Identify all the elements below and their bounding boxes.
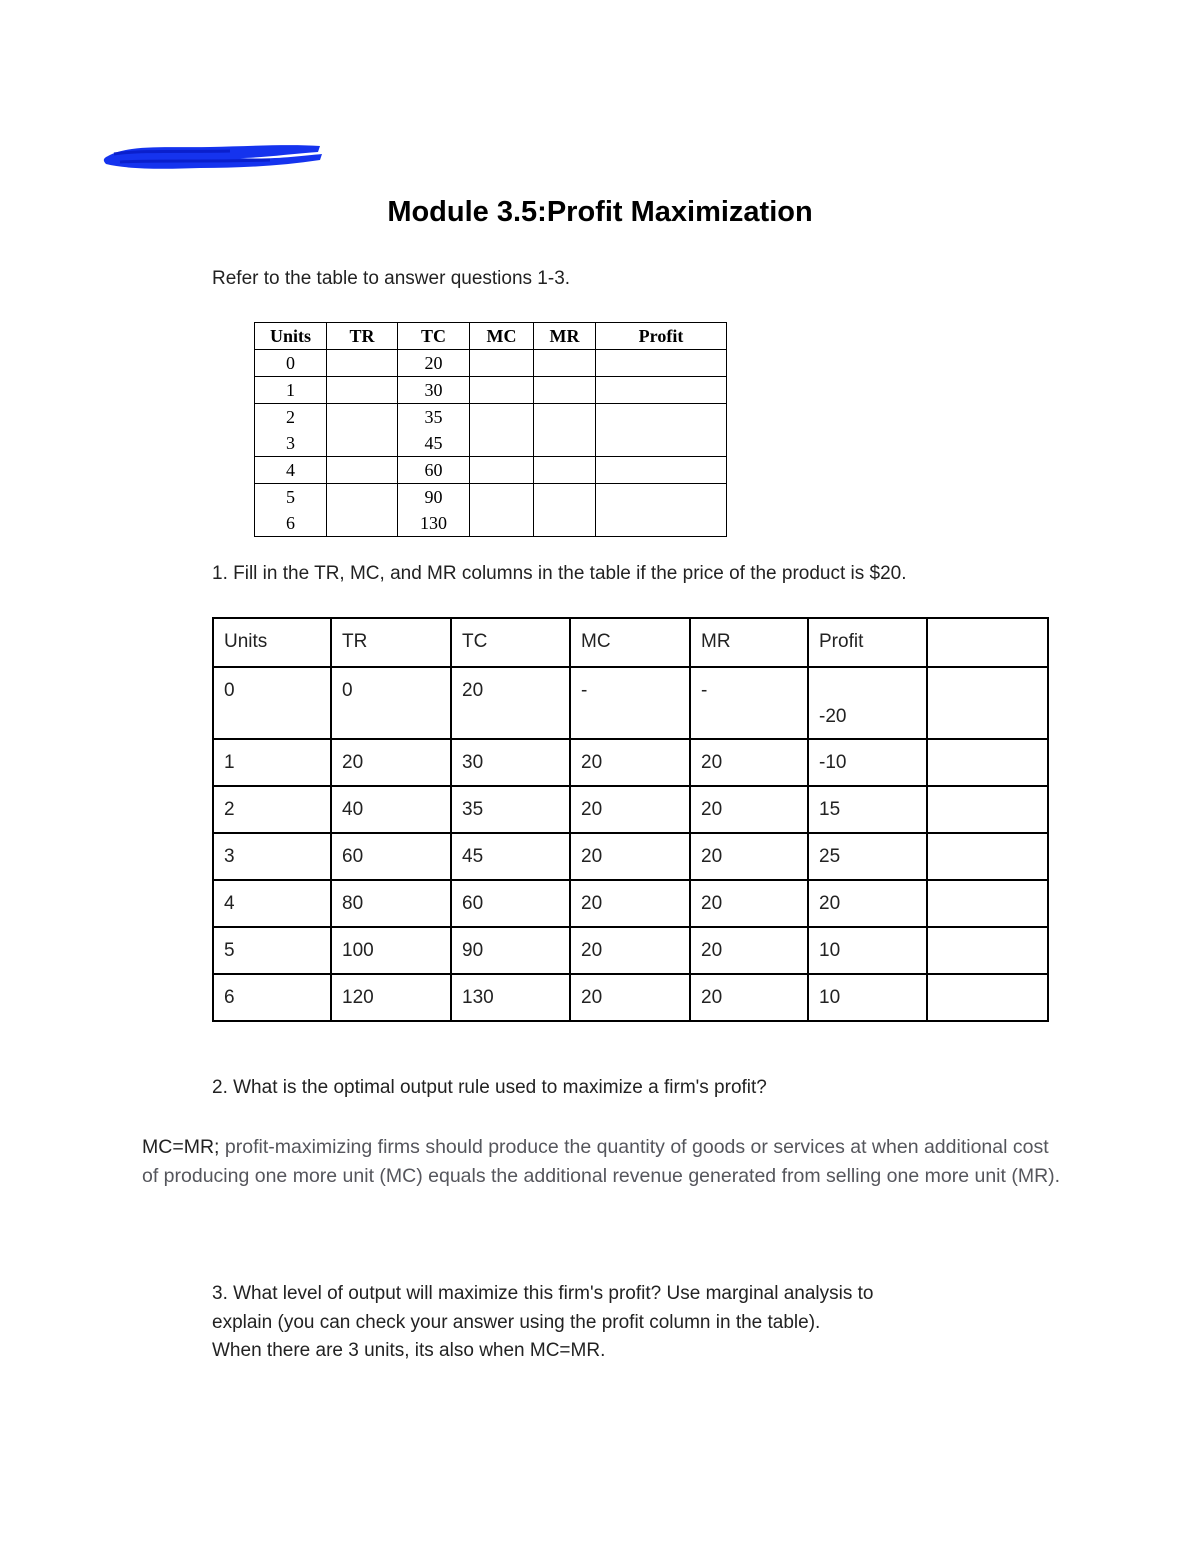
- table-cell: 60: [398, 457, 470, 484]
- table-cell: 0: [213, 667, 331, 739]
- table-cell: 25: [808, 833, 927, 880]
- table-cell: [327, 484, 398, 511]
- table-cell: 20: [570, 880, 690, 927]
- table-cell: 4: [255, 457, 327, 484]
- table-cell: [534, 484, 596, 511]
- table-cell: 15: [808, 786, 927, 833]
- table-cell: 30: [451, 739, 570, 786]
- header-cell: MC: [570, 618, 690, 667]
- table-cell: 2: [255, 404, 327, 431]
- table-cell: [534, 377, 596, 404]
- table-cell: [927, 880, 1048, 927]
- question-1: 1. Fill in the TR, MC, and MR columns in the table if the price of the product is $20.: [212, 563, 907, 584]
- table-cell: 20: [690, 927, 808, 974]
- table-row: [213, 667, 1048, 739]
- table-cell: 20: [570, 833, 690, 880]
- table-cell: [596, 430, 727, 457]
- table-row: [213, 786, 1048, 833]
- table-cell: 10: [808, 974, 927, 1021]
- table-cell: 20: [570, 927, 690, 974]
- table-cell: 80: [331, 880, 451, 927]
- table-cell: [596, 404, 727, 431]
- table-cell: [470, 457, 534, 484]
- table-cell: -10: [808, 739, 927, 786]
- table-cell: 20: [690, 880, 808, 927]
- table-cell: 3: [213, 833, 331, 880]
- header-cell: MR: [690, 618, 808, 667]
- question-3-line-2: explain (you can check your answer using the profit column in the table).: [212, 1311, 821, 1333]
- header-cell: TR: [331, 618, 451, 667]
- table-cell: 90: [398, 484, 470, 511]
- table-cell: [470, 510, 534, 537]
- table-cell: 1: [255, 377, 327, 404]
- table-cell: [327, 457, 398, 484]
- table-cell: 100: [331, 927, 451, 974]
- table-cell: -20: [808, 667, 927, 739]
- table-cell: [534, 350, 596, 377]
- table-row: [255, 430, 727, 457]
- question-3: [212, 1280, 1032, 1366]
- redaction-scribble: [100, 138, 326, 174]
- table-cell: -: [570, 667, 690, 739]
- table-cell: 3: [255, 430, 327, 457]
- table-cell: 5: [255, 484, 327, 511]
- table-row: [255, 510, 727, 537]
- answer-2-lead: MC=MR;: [142, 1136, 220, 1158]
- table-row: [213, 739, 1048, 786]
- table-cell: [470, 404, 534, 431]
- table-row: [255, 350, 727, 377]
- table-cell: 130: [398, 510, 470, 537]
- table-cell: 20: [808, 880, 927, 927]
- header-cell: TR: [327, 323, 398, 350]
- header-cell: MR: [534, 323, 596, 350]
- table-cell: [327, 350, 398, 377]
- table-cell: [927, 786, 1048, 833]
- header-cell: [927, 618, 1048, 667]
- table-cell: 6: [255, 510, 327, 537]
- table-cell: 10: [808, 927, 927, 974]
- table-cell: [534, 457, 596, 484]
- original-table: [254, 322, 727, 537]
- table-cell: 20: [331, 739, 451, 786]
- table-cell: 20: [570, 739, 690, 786]
- table-cell: 35: [398, 404, 470, 431]
- table-row: [213, 833, 1048, 880]
- table-cell: 130: [451, 974, 570, 1021]
- table-cell: 5: [213, 927, 331, 974]
- table-header-row: [213, 618, 1048, 667]
- table-cell: [470, 484, 534, 511]
- table-cell: 120: [331, 974, 451, 1021]
- table-cell: [327, 510, 398, 537]
- table-row: [213, 927, 1048, 974]
- table-cell: [470, 430, 534, 457]
- table-cell: 35: [451, 786, 570, 833]
- header-cell: Profit: [808, 618, 927, 667]
- table-cell: [470, 350, 534, 377]
- table-cell: [596, 377, 727, 404]
- table-cell: [927, 833, 1048, 880]
- table-row: [255, 404, 727, 431]
- table-row: [213, 880, 1048, 927]
- table-cell: [927, 927, 1048, 974]
- table-cell: 90: [451, 927, 570, 974]
- table-cell: 20: [690, 833, 808, 880]
- table-cell: 1: [213, 739, 331, 786]
- table-cell: 20: [690, 974, 808, 1021]
- table-row: [255, 457, 727, 484]
- header-cell: TC: [451, 618, 570, 667]
- table-cell: 4: [213, 880, 331, 927]
- question-2: 2. What is the optimal output rule used to maximize a firm's profit?: [212, 1077, 767, 1098]
- header-cell: TC: [398, 323, 470, 350]
- table-cell: [470, 377, 534, 404]
- table-cell: [596, 457, 727, 484]
- table-cell: 20: [398, 350, 470, 377]
- table-cell: 45: [398, 430, 470, 457]
- table-cell: 0: [255, 350, 327, 377]
- table-cell: 0: [331, 667, 451, 739]
- table-row: [255, 484, 727, 511]
- question-3-line-1: 3. What level of output will maximize this firm's profit? Use marginal analysis to: [212, 1283, 874, 1304]
- table-cell: 2: [213, 786, 331, 833]
- page-title: Module 3.5:Profit Maximization: [387, 196, 813, 228]
- table-cell: [327, 430, 398, 457]
- table-header-row: [255, 323, 727, 350]
- table-cell: [927, 974, 1048, 1021]
- answer-table: [212, 617, 1049, 1022]
- table-cell: [534, 430, 596, 457]
- table-cell: [327, 377, 398, 404]
- table-cell: 30: [398, 377, 470, 404]
- table-cell: [927, 739, 1048, 786]
- table-cell: 20: [451, 667, 570, 739]
- table-cell: 6: [213, 974, 331, 1021]
- answer-2-body: profit-maximizing firms should produce the quantity of goods or services at when additional cost of producing one more unit (MC) equals the additional revenue generated from selling one more unit (MR).: [142, 1136, 1061, 1187]
- table-cell: [596, 510, 727, 537]
- table-cell: 20: [570, 786, 690, 833]
- table-cell: 40: [331, 786, 451, 833]
- table-cell: 60: [331, 833, 451, 880]
- header-cell: Units: [255, 323, 327, 350]
- table-cell: -: [690, 667, 808, 739]
- intro-text: Refer to the table to answer questions 1-3.: [212, 268, 571, 289]
- answer-3: When there are 3 units, its also when MC=MR.: [212, 1340, 606, 1361]
- table-cell: [327, 404, 398, 431]
- table-cell: 45: [451, 833, 570, 880]
- header-cell: Units: [213, 618, 331, 667]
- table-cell: 60: [451, 880, 570, 927]
- table-cell: [534, 510, 596, 537]
- table-cell: 20: [690, 786, 808, 833]
- header-cell: MC: [470, 323, 534, 350]
- table-cell: [534, 404, 596, 431]
- answer-2: [142, 1133, 1062, 1191]
- table-cell: [596, 350, 727, 377]
- table-cell: 20: [570, 974, 690, 1021]
- table-cell: [596, 484, 727, 511]
- table-cell: 20: [690, 739, 808, 786]
- table-row: [255, 377, 727, 404]
- table-cell: [927, 667, 1048, 739]
- header-cell: Profit: [596, 323, 727, 350]
- table-row: [213, 974, 1048, 1021]
